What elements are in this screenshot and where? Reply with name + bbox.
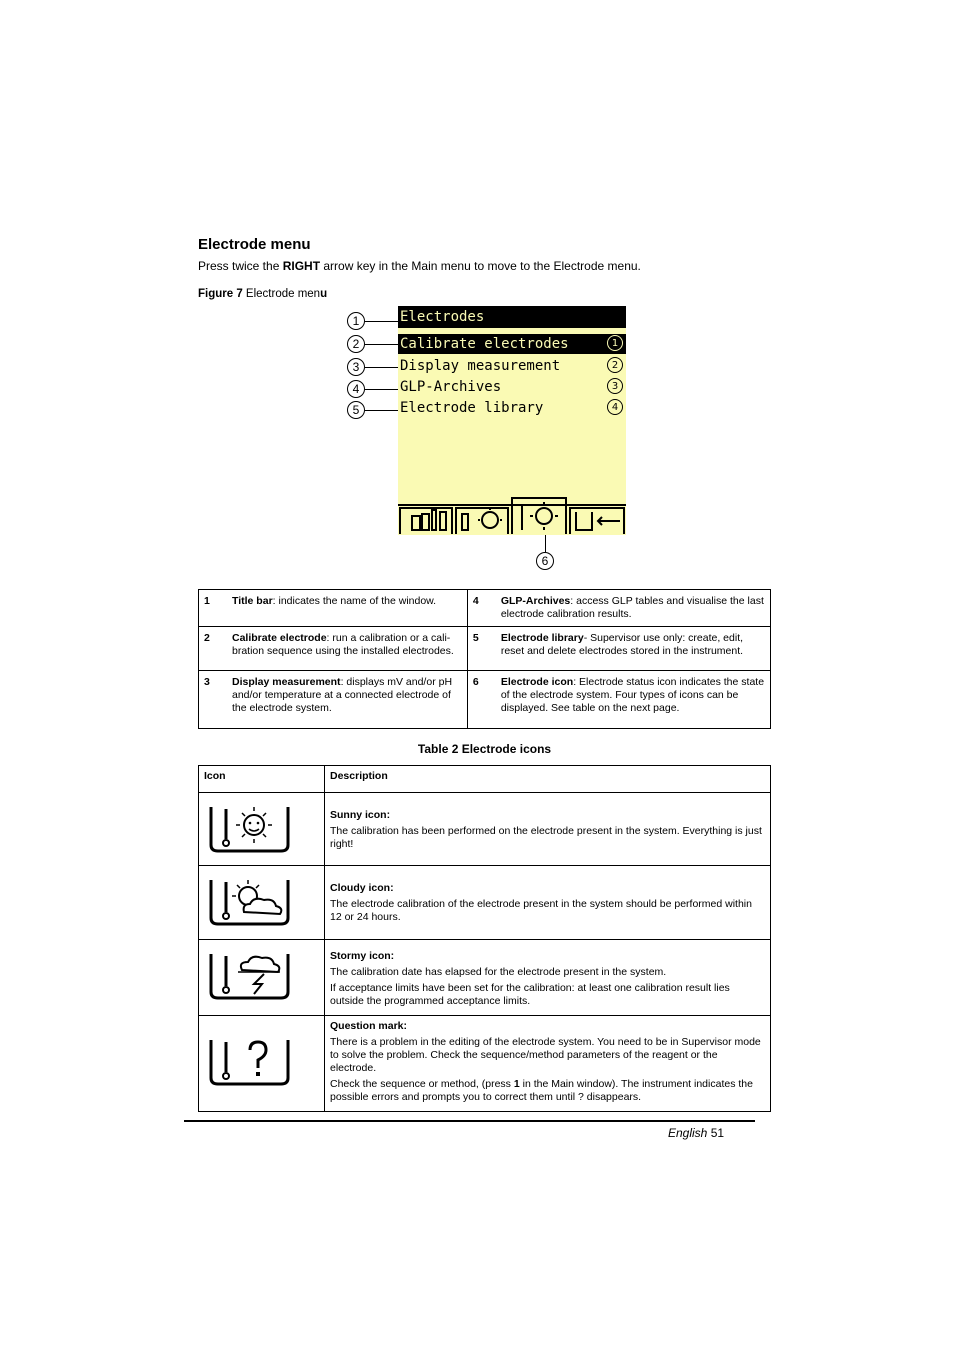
callout-3: 3 [347, 358, 365, 376]
legend-text: Electrode library- Supervisor use only: create, edit, reset and delete electrodes stored in the instrument. [496, 627, 771, 671]
tab-beaker-icon [570, 508, 624, 534]
table2-caption: Table 2 Electrode icons [417, 742, 552, 756]
col-header-icon: Icon [199, 766, 325, 793]
tab-electrode-icon-selected [512, 498, 566, 534]
page-footer: English 51 [668, 1126, 725, 1140]
figure-legend-table [198, 589, 771, 729]
footer-rule [184, 1120, 755, 1122]
icon-description: Sunny icon: The calibration has been performed on the electrode present in the system. Everything is just right! [325, 793, 771, 866]
menu-item-display[interactable]: Display measurement 2 [398, 356, 626, 376]
legend-num: 6 [467, 671, 496, 729]
callout-6: 6 [536, 552, 554, 570]
legend-num: 2 [199, 627, 228, 671]
callout-4: 4 [347, 380, 365, 398]
section-heading: Electrode menu [198, 236, 311, 253]
menu-item-calibrate[interactable]: Calibrate electrodes 1 [398, 334, 626, 354]
tab-bottle-icon [400, 508, 452, 534]
callout-line-4 [365, 389, 398, 390]
icon-description: Question mark: There is a problem in the editing of the electrode system. You need to be in Supervisor mode to solve the problem. Check the sequence/method parameters of the reagent or the electrode. Check the sequence or method, (press 1 in the Main window). The instrument indicates the possible errors and prompts you to correct them until ? disappears. [325, 1016, 771, 1112]
legend-text: Title bar: indicates the name of the window. [227, 590, 467, 627]
intro-paragraph: Press twice the RIGHT arrow key in the Main menu to move to the Electrode menu. [198, 259, 641, 273]
col-header-description: Description [325, 766, 771, 793]
screen-tab-bar [398, 496, 626, 535]
icon-cell [199, 940, 325, 1016]
callout-1: 1 [347, 312, 365, 330]
callout-line-2 [365, 344, 398, 345]
legend-num: 4 [467, 590, 496, 627]
callout-line-1 [365, 321, 398, 322]
legend-num: 5 [467, 627, 496, 671]
legend-text: GLP-Archives: access GLP tables and visualise the last electrode calibration results. [496, 590, 771, 627]
callout-5: 5 [347, 401, 365, 419]
legend-text: Display measurement: displays mV and/or pH and/or temperature at a connected electrode of the electrode system. [227, 671, 467, 729]
screen-title-bar: Electrodes [398, 306, 626, 328]
icon-cell [199, 866, 325, 940]
legend-num: 1 [199, 590, 228, 627]
electrode-menu-screen [398, 306, 626, 535]
electrode-icons-table [198, 765, 771, 1112]
legend-text: Calibrate electrode: run a calibration or a cali-bration sequence using the installed electrodes. [227, 627, 467, 671]
callout-line-6 [545, 535, 546, 552]
cloudy-icon [208, 876, 290, 928]
icon-description: Cloudy icon: The electrode calibration of the electrode present in the system should be performed within 12 or 24 hours. [325, 866, 771, 940]
callout-line-3 [365, 367, 398, 368]
sunny-icon [208, 803, 290, 855]
question-mark-electrode-icon [208, 1036, 290, 1088]
callout-2: 2 [347, 335, 365, 353]
callout-line-5 [365, 410, 398, 411]
menu-item-glp[interactable]: GLP-Archives 3 [398, 377, 626, 397]
icon-cell [199, 793, 325, 866]
tab-electrode-sun-icon [456, 508, 508, 534]
figure-caption: Figure 7 Electrode menu [198, 288, 328, 300]
icon-cell [199, 1016, 325, 1112]
menu-item-library[interactable]: Electrode library 4 [398, 398, 626, 418]
icon-description: Stormy icon: The calibration date has elapsed for the electrode present in the system. If acceptance limits have been set for the calibration: at least one calibration result lies outside the programmed acceptance limits. [325, 940, 771, 1016]
stormy-icon [208, 950, 290, 1002]
legend-text: Electrode icon: Electrode status icon indicates the state of the electrode system. Four types of icons can be displayed. See table on the next page. [496, 671, 771, 729]
legend-num: 3 [199, 671, 228, 729]
